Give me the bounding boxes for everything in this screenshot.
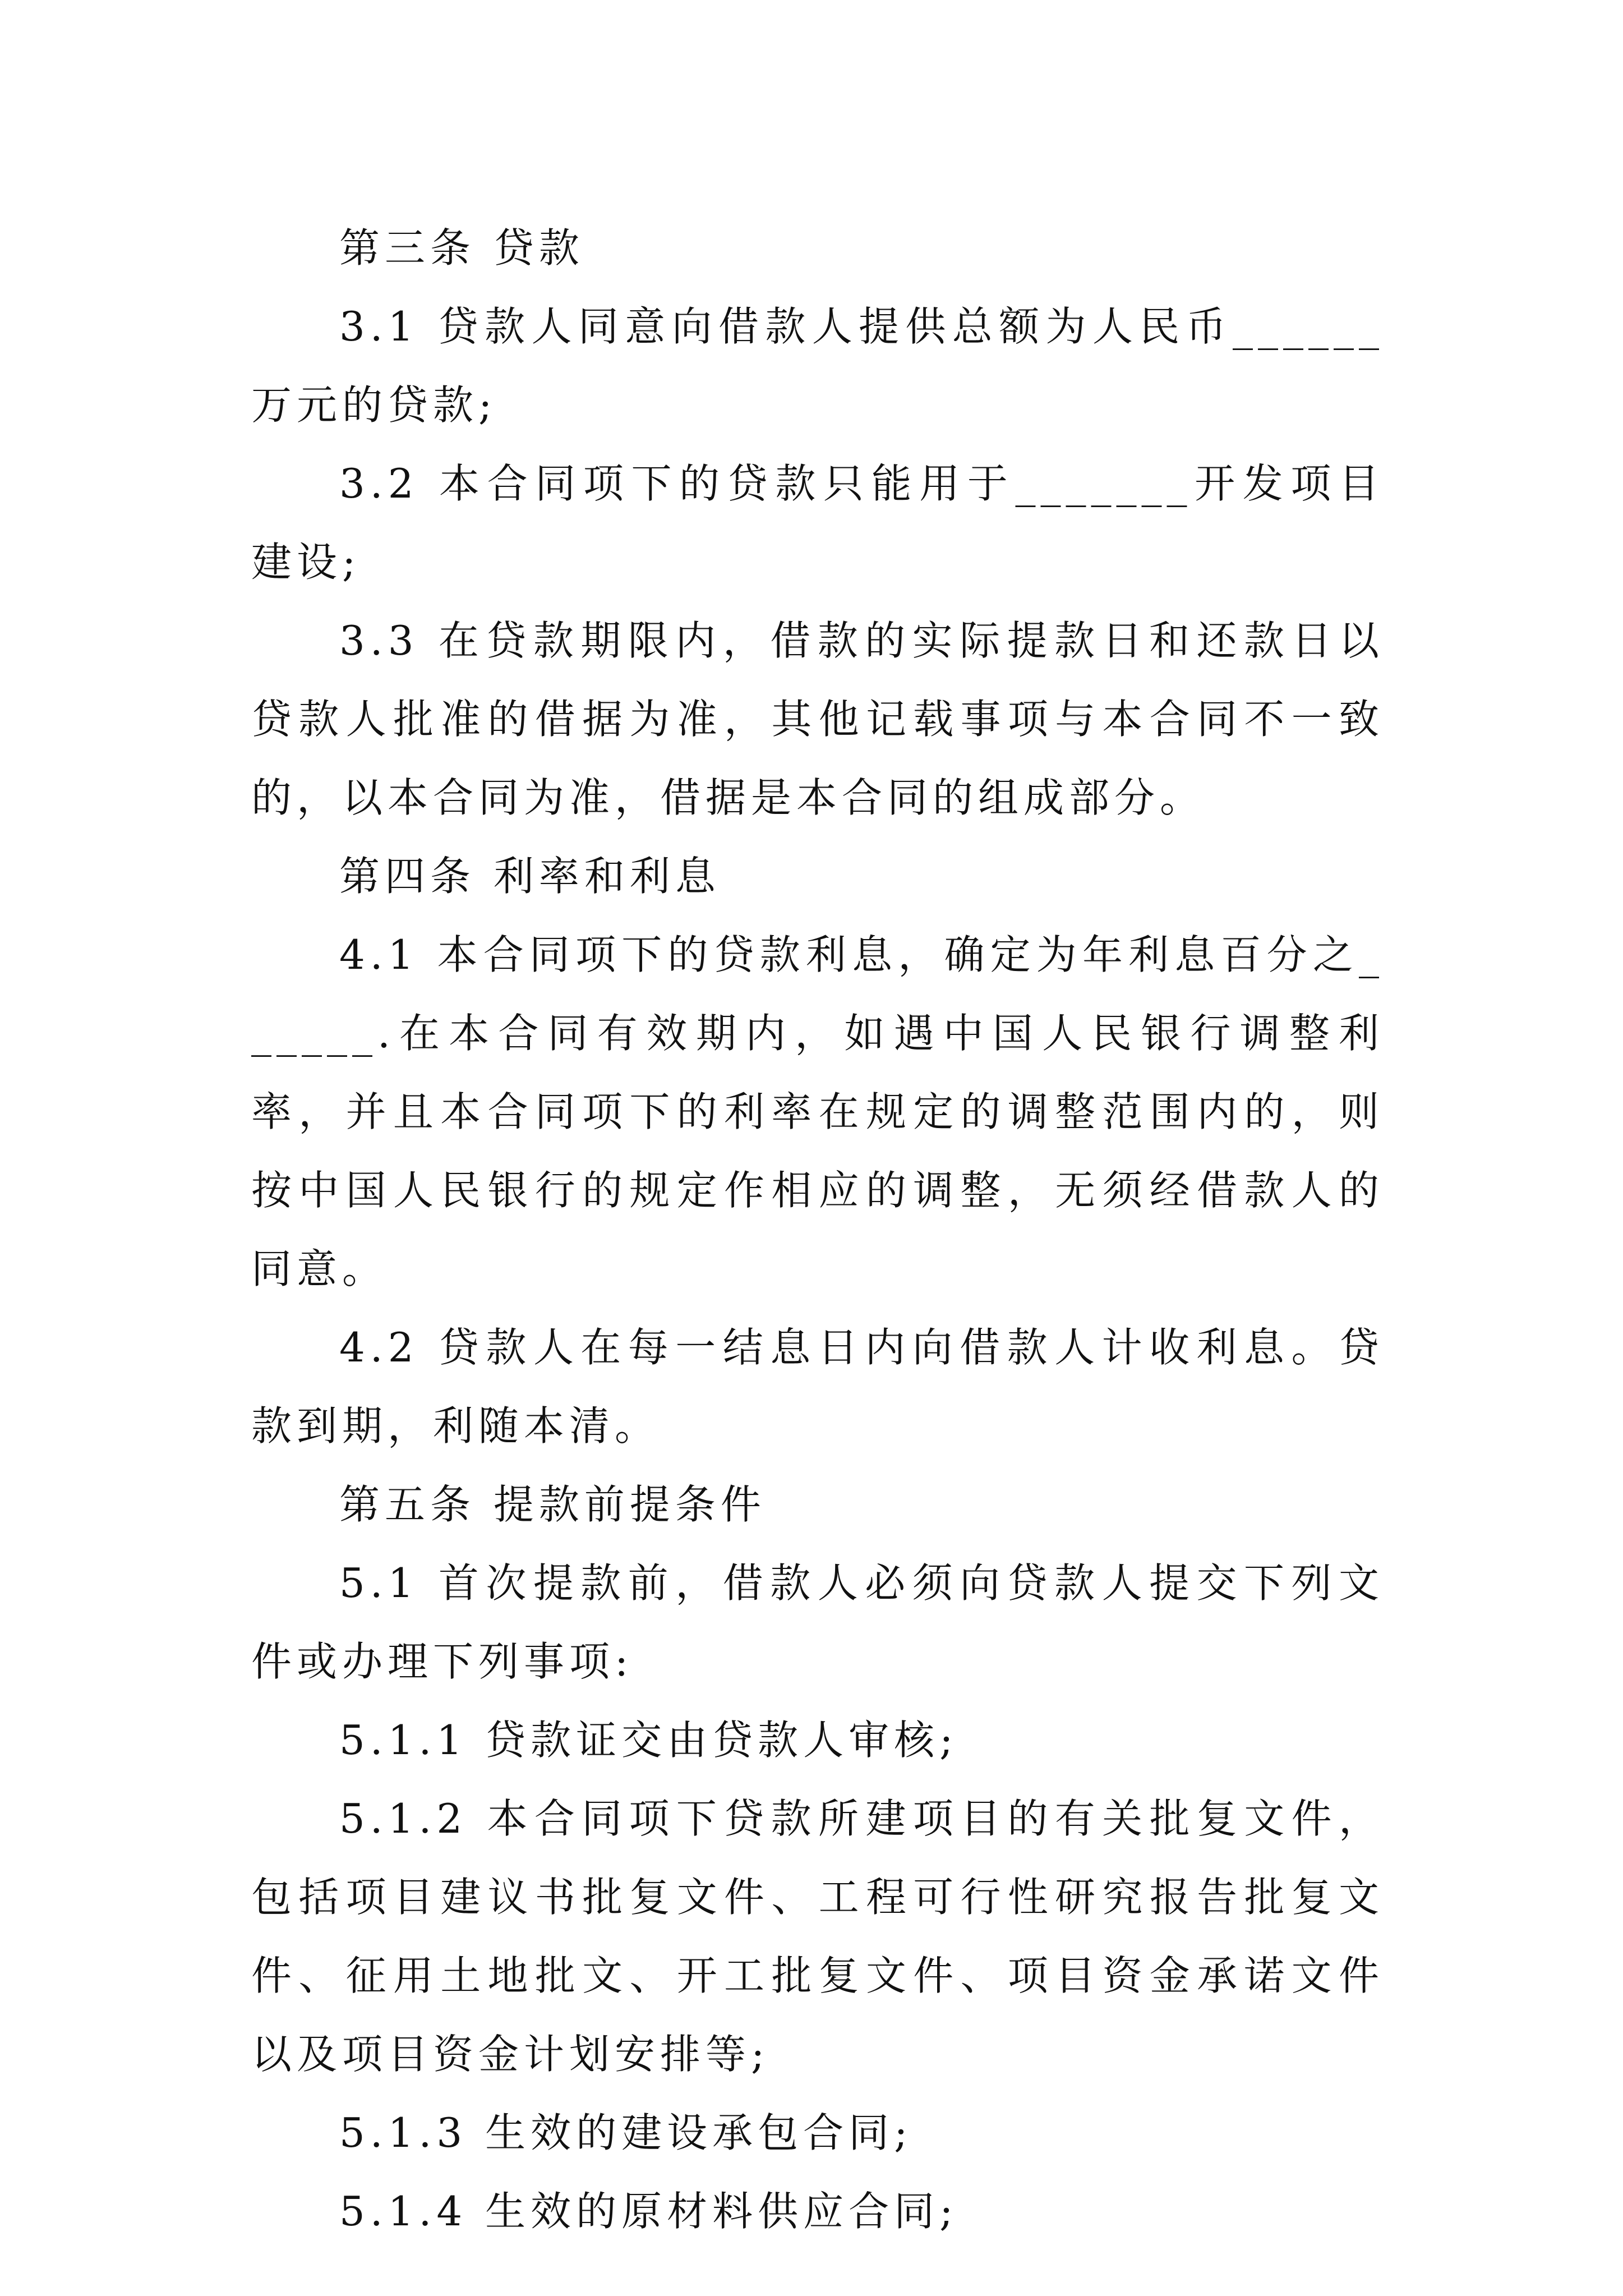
clause-5-1-4: 5.1.4 生效的原材料供应合同;	[339, 2188, 958, 2235]
document-body	[251, 209, 1384, 2251]
clause-5-1: 5.1 首次提款前，借款人必须向贷款人提交下列文件或办理下列事项:	[251, 1559, 1384, 1685]
clause-5-1-3: 5.1.3 生效的建设承包合同;	[339, 2109, 913, 2156]
clause-3-2: 3.2 本合同项下的贷款只能用于_______开发项目建设;	[251, 460, 1384, 586]
clause-4-2: 4.2 贷款人在每一结息日内向借款人计收利息。贷款到期，利随本清。	[251, 1324, 1384, 1450]
article-5-heading: 第五条 提款前提条件	[339, 1481, 766, 1528]
clause-5-1-1: 5.1.1 贷款证交由贷款人审核;	[339, 1717, 958, 1764]
clause-3-1: 3.1 贷款人同意向借款人提供总额为人民币______万元的贷款;	[251, 303, 1384, 429]
article-4-heading: 第四条 利率和利息	[339, 853, 721, 900]
clause-3-3: 3.3 在贷款期限内，借款的实际提款日和还款日以贷款人批准的借据为准，其他记载事项与本合同不一致的，以本合同为准，借据是本合同的组成部分。	[251, 617, 1384, 821]
clause-4-1: 4.1 本合同项下的贷款利息，确定为年利息百分之______.在本合同有效期内，如遇中国人民银行调整利率，并且本合同项下的利率在规定的调整范围内的，则按中国人民银行的规定作相应的调整，无须经借款人的同意。	[251, 931, 1384, 1292]
clause-5-1-2: 5.1.2 本合同项下贷款所建项目的有关批复文件，包括项目建议书批复文件、工程可行性研究报告批复文件、征用土地批文、开工批复文件、项目资金承诺文件以及项目资金计划安排等;	[251, 1795, 1384, 2078]
article-3-heading: 第三条 贷款	[339, 224, 584, 272]
